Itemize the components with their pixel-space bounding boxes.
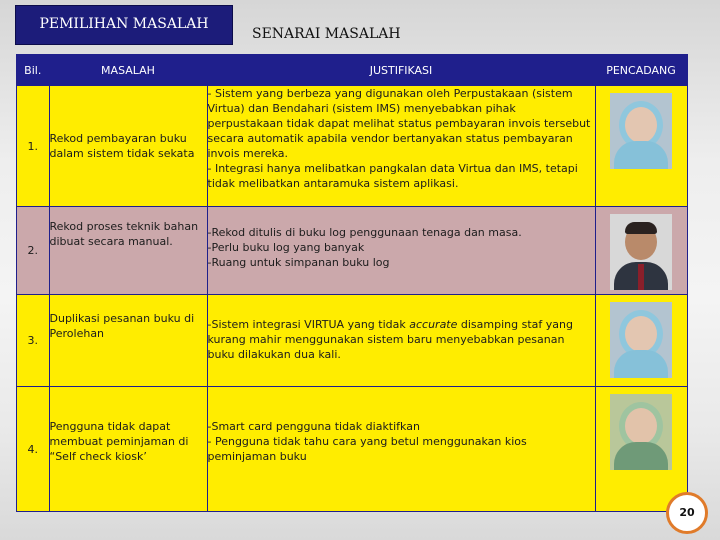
row-number: 3.: [17, 295, 49, 387]
woman-photo: [610, 93, 672, 169]
col-header-pencadang: PENCADANG: [595, 56, 687, 86]
proposer-cell: [595, 207, 687, 295]
justification-line: -Rekod ditulis di buku log penggunaan tenaga dan masa.: [207, 226, 522, 239]
page-number-badge: 20: [666, 492, 708, 534]
justification-line: - Pengguna tidak tahu cara yang betul menggunakan kios peminjaman buku: [207, 435, 527, 463]
section-subtitle: SENARAI MASALAH: [252, 26, 401, 42]
table-row: [17, 207, 687, 295]
justification-line: - Sistem yang berbeza yang digunakan oleh Perpustakaan (sistem Virtua) dan Bendahari (sistem IMS) menyebabkan pihak perpustakaan tidak dapat melihat status pembayaran invois tersebut secara automatik apabila vendor bertanyakan status pembayaran invois mereka.: [207, 87, 591, 160]
justification-cell: [207, 387, 595, 512]
table-row: [17, 86, 687, 207]
man-photo: [610, 214, 672, 290]
justification-line: - Integrasi hanya melibatkan pangkalan data Virtua dan IMS, tetapi tidak melibatkan antaramuka sistem aplikasi.: [207, 162, 578, 190]
justification-cell: [207, 295, 595, 387]
problem-cell: Rekod proses teknik bahan dibuat secara manual.: [49, 207, 207, 295]
row-number: 2.: [17, 207, 49, 295]
page-title: PEMILIHAN MASALAH: [39, 16, 209, 32]
justification-line: -Smart card pengguna tidak diaktifkan: [207, 420, 420, 433]
problem-cell: Pengguna tidak dapat membuat peminjaman di “Self check kiosk’: [49, 387, 207, 512]
table-row: [17, 387, 687, 512]
col-header-justifikasi: JUSTIFIKASI: [207, 56, 595, 86]
col-header-masalah: MASALAH: [49, 56, 207, 86]
table-row: [17, 295, 687, 387]
problem-cell: Duplikasi pesanan buku di Perolehan: [49, 295, 207, 387]
problem-cell: Rekod pembayaran buku dalam sistem tidak sekata: [49, 86, 207, 207]
proposer-cell: [595, 387, 687, 512]
table-header-row: [17, 56, 687, 86]
proposer-cell: [595, 86, 687, 207]
justification-line: -Ruang untuk simpanan buku log: [207, 256, 390, 269]
justification-cell: [207, 86, 595, 207]
justification-line: -Perlu buku log yang banyak: [207, 241, 365, 254]
justification-text: -Sistem integrasi VIRTUA yang tidak: [207, 318, 410, 331]
woman-green-photo: [610, 394, 672, 470]
justification-cell: [207, 207, 595, 295]
col-header-bil: Bil.: [17, 56, 49, 86]
justification-text: disamping staf yang kurang mahir menggunakan sistem baru menyebabkan pesanan buku dilakukan dua kali.: [207, 318, 573, 361]
woman-photo: [610, 302, 672, 378]
row-number: 1.: [17, 86, 49, 207]
justification-emphasis: accurate: [409, 318, 458, 331]
problem-table: [17, 56, 688, 512]
proposer-cell: [595, 295, 687, 387]
title-box: [16, 6, 232, 44]
row-number: 4.: [17, 387, 49, 512]
